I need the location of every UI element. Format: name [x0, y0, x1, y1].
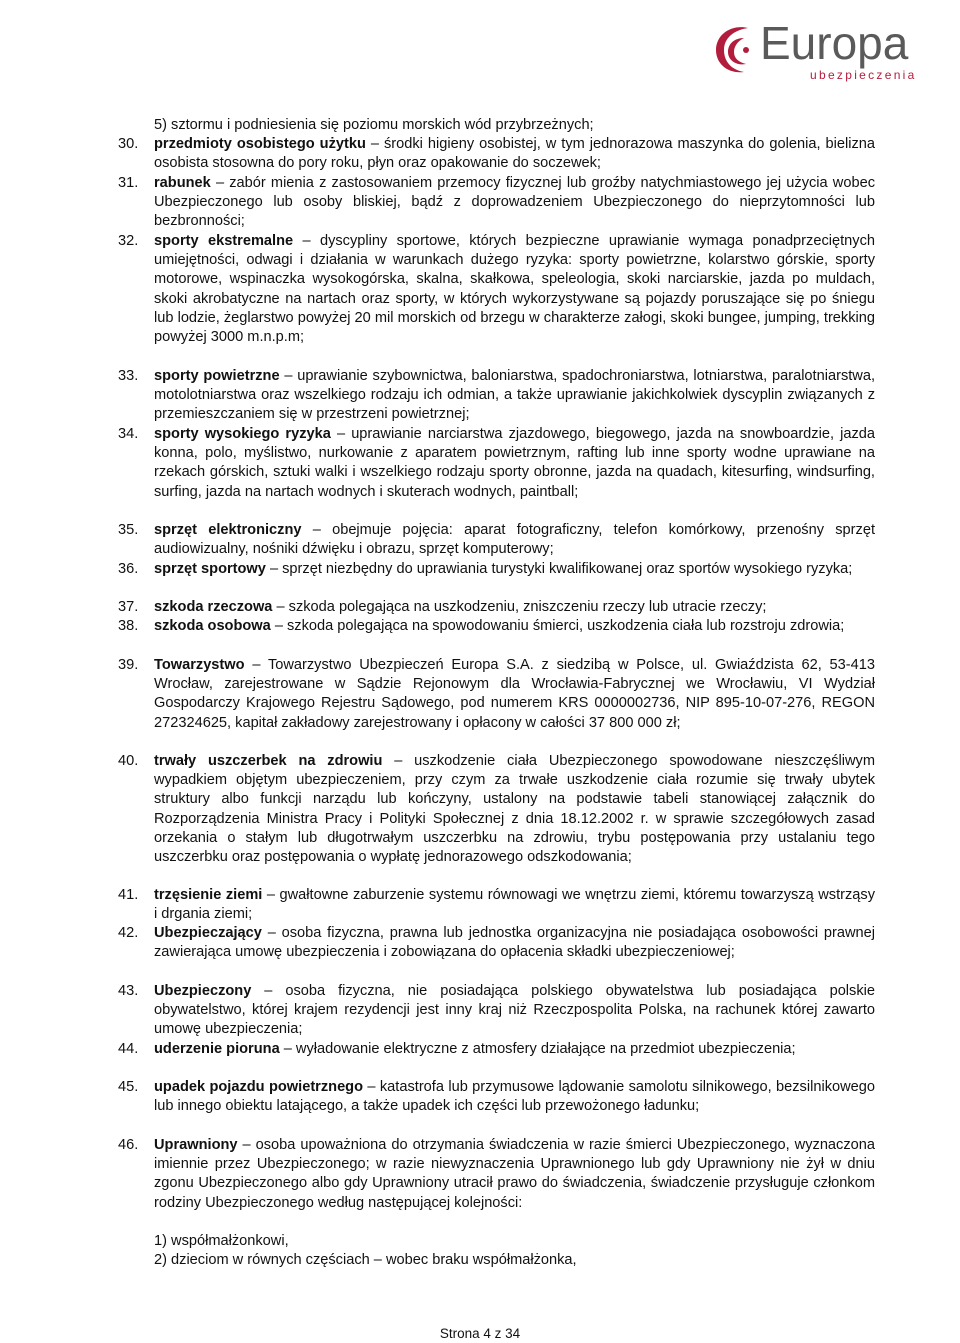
item-number: 31.: [118, 175, 139, 191]
item-number: 32.: [118, 233, 139, 249]
item-text: – środki higieny osobistej, w tym jednorazowa maszynka do golenia, bielizna osobista stosowna do pory roku, płyn oraz opakowanie do soczewek;: [154, 136, 875, 172]
page-number: Strona 4 z 34: [439, 1326, 521, 1341]
item-body: [154, 886, 875, 924]
item-number: 40.: [118, 753, 139, 769]
item-term: przedmioty osobistego użytku: [154, 136, 366, 152]
item-text: – dyscypliny sportowe, których bezpieczne uprawianie wymaga ponadprzeciętnych umiejętności, odwagi i działania w warunkach dużego ryzyka: sporty powietrzne, kolarstwo górskie, sporty motorowe, wspinaczka wysokogórska, skalna, skałkowa, speleologia, skoki narciarskie, jazda po muldach, skoki akrobatyczne na nartach oraz sporty, w których wykorzystywane są pojazdy poruszające się po śniegu lub lodzie, żeglarstwo powyżej 20 mil morskich od brzegu w charakterze załogi, skoki bungee, jumping, trekking powyżej 3000 m.n.p.m;: [154, 233, 875, 346]
item-text: – uszkodzenie ciała Ubezpieczonego spowodowane nieszczęśliwym wypadkiem objętym ubezpieczeniem, przy czym za trwałe uszkodzenie ciała rozumie się trwały ubytek struktury albo funkcji narządu lub kończyny, ustalony na podstawie tabeli stanowiącej załącznik do Rozporządzenia Ministra Pracy i Polityki Społecznej z dnia 18.12.2002 r. w sprawie szczegółowych zasad orzekania o stałym lub długotrwałym uszczerbku na zdrowiu, trybu postępowania przy ustalaniu tego uszczerbku oraz postępowania o wypłatę jednorazowego odszkodowania;: [154, 753, 875, 866]
item-body: [154, 1040, 875, 1059]
item-number: 45.: [118, 1079, 139, 1095]
item-term: uderzenie pioruna: [154, 1041, 280, 1057]
item-number: 43.: [118, 983, 139, 999]
item-number: 33.: [118, 368, 139, 384]
item-body: [154, 617, 875, 636]
item-text: – osoba upoważniona do otrzymania świadczenia w razie śmierci Ubezpieczonego, wyznaczona imiennie przez Ubezpieczonego; w razie niewyznaczenia Uprawnionego lub gdy Uprawniony nie żył w dniu zgonu Ubezpieczonego albo gdy Uprawniony utracił prawo do świadczenia, świadczenie przysługuje członkom rodziny Ubezpieczonego według następującej kolejności:: [154, 1137, 875, 1211]
logo-subtitle: ubezpieczenia: [810, 68, 917, 82]
item-body: [154, 1136, 875, 1213]
item-number: 36.: [118, 561, 139, 577]
item-text: – uprawianie narciarstwa zjazdowego, biegowego, jazda na snowboardzie, jazda konna, polo, myślistwo, nurkowanie z aparatem powietrznym, rafting lub inne sporty wodne uprawiane na rzekach górskich, sztuki walki i wszelkiego rodzaju sporty obronne, jazda na quadach, kitesurfing, windsurfing, surfing, jazda na nartach wodnych i skuterach wodnych, paintball;: [154, 426, 875, 500]
item-term: szkoda rzeczowa: [154, 599, 273, 615]
list-item-sub: 5) sztormu i podniesienia się poziomu morskich wód przybrzeżnych;: [154, 117, 594, 133]
item-term: sporty powietrzne: [154, 368, 280, 384]
item-body: [154, 656, 875, 733]
item-term: Towarzystwo: [154, 657, 245, 673]
item-body: [154, 521, 875, 559]
list-item-sub: 1) współmałżonkowi,: [154, 1233, 289, 1249]
europa-logo: [710, 17, 932, 84]
item-term: Uprawniony: [154, 1137, 238, 1153]
item-body: [154, 425, 875, 502]
item-text: – gwałtowne zaburzenie systemu równowagi we wnętrzu ziemi, któremu towarzyszą wstrząsy i drgania ziemi;: [154, 887, 875, 923]
item-number: 39.: [118, 657, 139, 673]
item-term: Ubezpieczający: [154, 925, 262, 941]
item-term: szkoda osobowa: [154, 618, 271, 634]
item-number: 42.: [118, 925, 139, 941]
item-text: – zabór mienia z zastosowaniem przemocy fizycznej lub groźby natychmiastowego jej użycia wobec Ubezpieczonego lub osoby bliskiej, bądź z doprowadzeniem Ubezpieczonego do nieprzytomności lub bezbronności;: [154, 175, 875, 230]
item-body: [154, 982, 875, 1040]
item-term: Ubezpieczony: [154, 983, 252, 999]
item-text: – osoba fizyczna, nie posiadająca polskiego obywatelstwa lub posiadająca polskie obywatelstwo, której krajem rezydencji jest inny kraj niż Rzeczpospolita Polska, na rachunek której zawarto umowę ubezpieczenia;: [154, 983, 875, 1038]
list-item-sub: 2) dzieciom w równych częściach – wobec braku współmałżonka,: [154, 1252, 577, 1268]
item-number: 34.: [118, 426, 139, 442]
item-text: – wyładowanie elektryczne z atmosfery działające na przedmiot ubezpieczenia;: [279, 1041, 796, 1057]
item-body: [154, 232, 875, 347]
item-term: rabunek: [154, 175, 211, 191]
item-body: [154, 135, 875, 173]
item-number: 37.: [118, 599, 139, 615]
item-text: – osoba fizyczna, prawna lub jednostka organizacyjna nie posiadająca osobowości prawnej zawierająca umowę ubezpieczenia i zobowiązana do opłacenia składki ubezpieczeniowej;: [154, 925, 875, 961]
item-body: [154, 598, 875, 617]
item-number: 30.: [118, 136, 139, 152]
item-body: [154, 924, 875, 962]
item-text: – uprawianie szybownictwa, baloniarstwa, spadochroniarstwa, lotniarstwa, paralotniarstwa, motolotniarstwa oraz wszelkiego rodzaju ich odmian, a także uprawianie jakichkolwiek dyscyplin związanych z przemieszczaniem się w przestrzeni powietrznej;: [154, 368, 875, 423]
logo-wordmark: Europa: [760, 17, 909, 69]
item-term: sporty wysokiego ryzyka: [154, 426, 331, 442]
europa-swirl-icon: [710, 22, 758, 78]
item-text: – katastrofa lub przymusowe lądowanie samolotu silnikowego, bezsilnikowego lub innego obiektu latającego, a także upadek ich części lub przewożonego ładunku;: [154, 1079, 875, 1115]
item-number: 46.: [118, 1137, 139, 1153]
item-text: – Towarzystwo Ubezpieczeń Europa S.A. z siedzibą w Polsce, ul. Gwiaździsta 62, 53-413 Wrocław, zarejestrowane w Sądzie Rejonowym dla Wrocławia-Fabrycznej we Wrocławiu, VI Wydział Gospodarczy Krajowego Rejestru Sądowego, pod numerem KRS 0000002736, NIP 895-10-07-276, REGON 272324625, kapitał zakładowy zarejestrowany i opłacony w całości 37 800 000 zł;: [154, 657, 875, 731]
item-body: [154, 752, 875, 867]
item-number: 38.: [118, 618, 139, 634]
item-number: 41.: [118, 887, 139, 903]
item-number: 44.: [118, 1041, 139, 1057]
item-term: sprzęt elektroniczny: [154, 522, 302, 538]
item-number: 35.: [118, 522, 139, 538]
item-term: sporty ekstremalne: [154, 233, 294, 249]
item-text: – szkoda polegająca na uszkodzeniu, zniszczeniu rzeczy lub utracie rzeczy;: [272, 599, 767, 615]
item-body: [154, 174, 875, 232]
item-body: [154, 367, 875, 425]
item-text: – szkoda polegająca na spowodowaniu śmierci, uszkodzenia ciała lub rozstroju zdrowia;: [270, 618, 845, 634]
item-body: [154, 1078, 875, 1116]
item-body: [154, 560, 875, 579]
item-text: – sprzęt niezbędny do uprawiania turystyki kwalifikowanej oraz sportów wysokiego ryzyka;: [265, 561, 853, 577]
item-term: trwały uszczerbek na zdrowiu: [154, 753, 383, 769]
item-term: sprzęt sportowy: [154, 561, 266, 577]
item-text: – obejmuje pojęcia: aparat fotograficzny, telefon komórkowy, przenośny sprzęt audiowizualny, nośniki dźwięku i obrazu, sprzęt komputerowy;: [154, 522, 875, 558]
item-term: upadek pojazdu powietrznego: [154, 1079, 364, 1095]
item-term: trzęsienie ziemi: [154, 887, 263, 903]
